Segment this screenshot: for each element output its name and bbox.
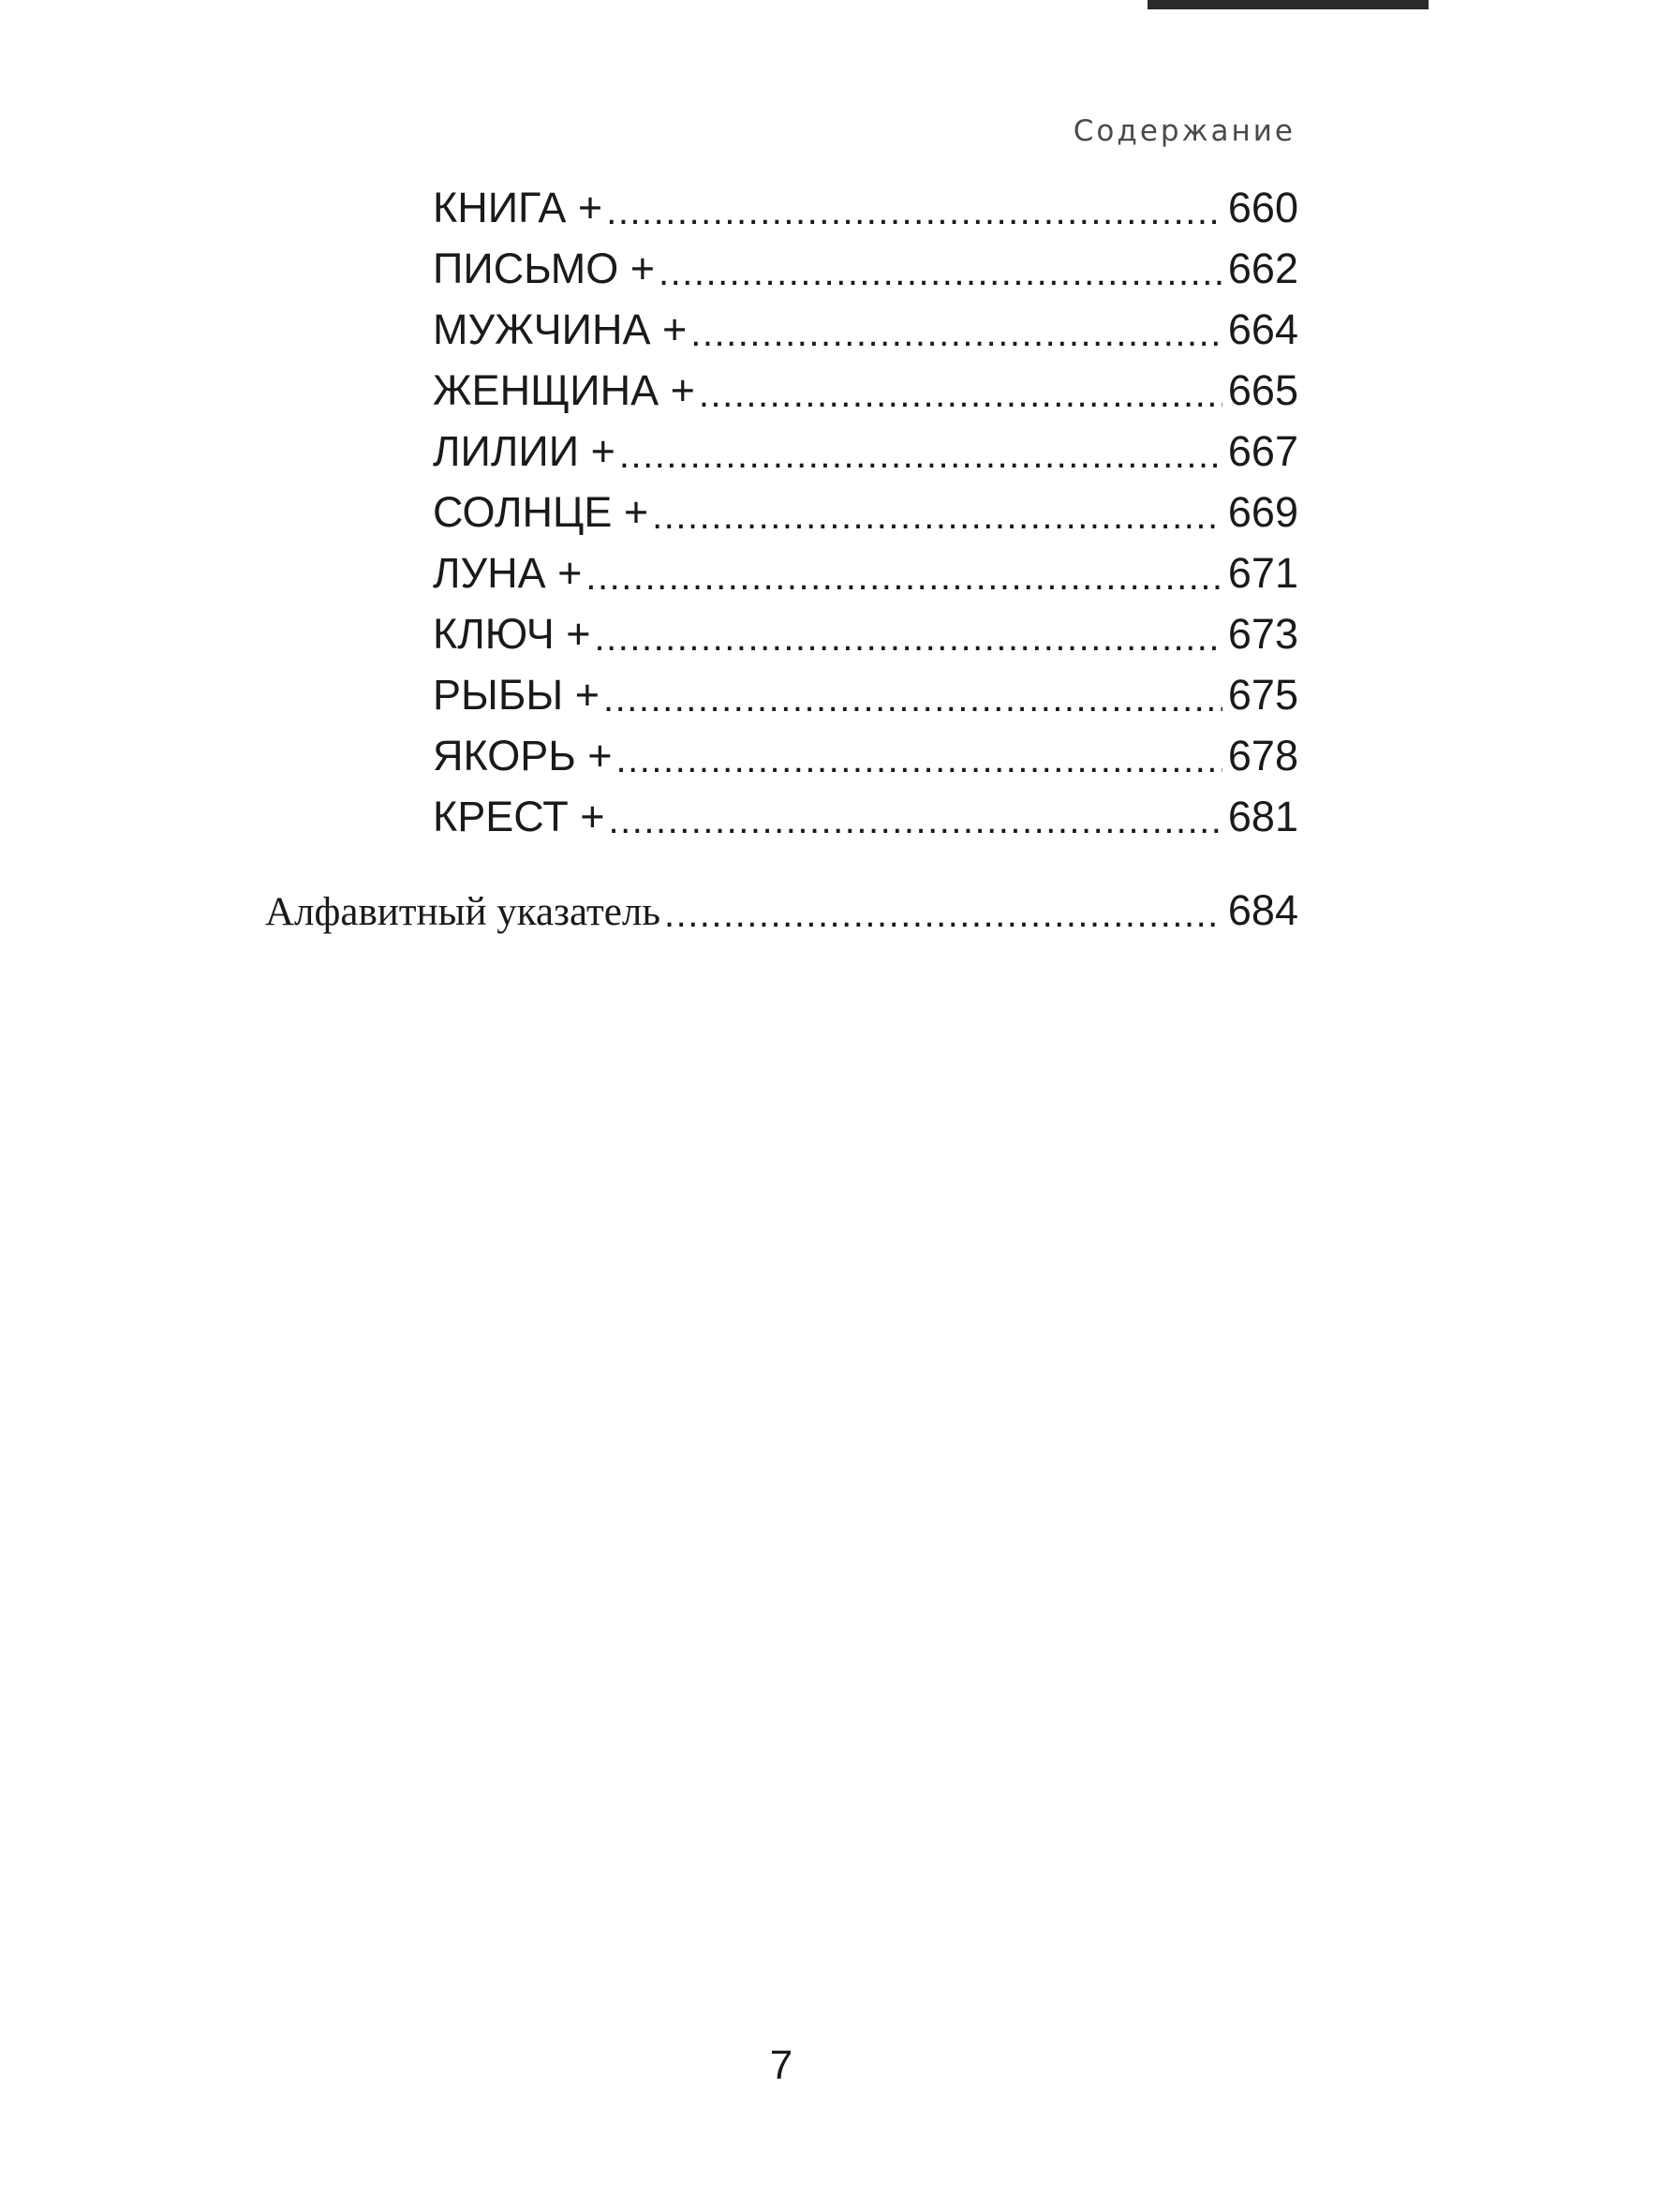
toc-dot-leader	[664, 896, 1222, 936]
toc-entry-page: 673	[1227, 610, 1298, 658]
toc-entry-page: 667	[1227, 427, 1298, 475]
toc-entry-title: КНИГА +	[433, 184, 603, 231]
toc-entry-page: 675	[1227, 671, 1298, 719]
toc-dot-leader	[619, 437, 1222, 479]
toc-dot-leader	[609, 802, 1222, 844]
toc-entry[interactable]	[433, 245, 1298, 304]
toc-entry-title: ЛУНА +	[433, 549, 583, 597]
toc-entry-title: РЫБЫ +	[433, 671, 600, 719]
toc-entry[interactable]	[433, 427, 1298, 487]
toc-entry-page: 660	[1227, 184, 1298, 231]
toc-entry[interactable]	[433, 671, 1298, 731]
toc-entry[interactable]	[433, 184, 1298, 244]
toc-dot-leader	[606, 193, 1222, 235]
toc-entry-page: 665	[1227, 366, 1298, 414]
toc-entry-title: ЖЕНЩИНА +	[433, 366, 695, 414]
toc-entry-title: ПИСЬМО +	[433, 245, 655, 292]
toc-entry[interactable]	[433, 793, 1298, 853]
toc-entry-page: 681	[1227, 793, 1298, 840]
toc-entry[interactable]	[433, 549, 1298, 609]
toc-entry-title: СОЛНЦЕ +	[433, 488, 649, 536]
toc-entry-page: 664	[1227, 305, 1298, 353]
page-number: 7	[769, 2042, 793, 2088]
toc-dot-leader	[616, 741, 1222, 783]
toc-entry[interactable]	[433, 610, 1298, 670]
toc-entry-title: Алфавитный указатель	[265, 890, 660, 934]
toc-entry[interactable]	[433, 366, 1298, 426]
toc-index-entry[interactable]	[265, 886, 1298, 946]
toc-dot-leader	[652, 497, 1222, 540]
running-header: Содержание	[1073, 114, 1296, 148]
toc-entry-page: 684	[1227, 886, 1298, 934]
toc-entry[interactable]	[433, 305, 1298, 365]
toc-entry-title: ЯКОРЬ +	[433, 732, 613, 779]
top-rule	[1148, 0, 1429, 9]
toc-entry-title: КЛЮЧ +	[433, 610, 591, 658]
toc-dot-leader	[595, 619, 1222, 661]
toc-dot-leader	[603, 680, 1222, 722]
toc-entry-page: 678	[1227, 732, 1298, 779]
toc-dot-leader	[690, 315, 1222, 357]
toc-entry-title: МУЖЧИНА +	[433, 305, 688, 353]
toc-entry-page: 669	[1227, 488, 1298, 536]
toc-entry-page: 671	[1227, 549, 1298, 597]
toc-entry[interactable]	[433, 732, 1298, 792]
toc-entry[interactable]	[433, 488, 1298, 548]
toc-entry-title: КРЕСТ +	[433, 793, 605, 840]
toc-entry-title: ЛИЛИИ +	[433, 427, 615, 475]
toc-entry-page: 662	[1227, 245, 1298, 292]
toc-dot-leader	[659, 254, 1222, 296]
toc-dot-leader	[585, 558, 1222, 601]
toc-dot-leader	[699, 376, 1222, 418]
